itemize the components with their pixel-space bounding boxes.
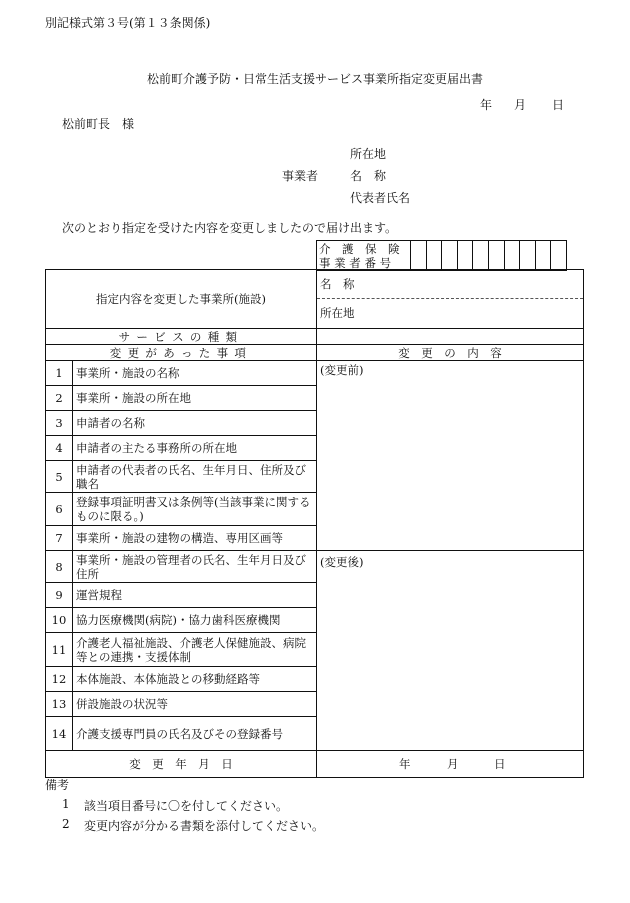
change-form-table <box>45 269 584 778</box>
office-number-digit-2[interactable] <box>426 241 442 271</box>
item-label: 事業所・施設の所在地 <box>73 386 317 411</box>
item-label: 併設施設の状況等 <box>73 692 317 717</box>
changed-items-header: 変更があった事項 <box>46 345 317 361</box>
item-label: 運営規程 <box>73 583 317 608</box>
item-number[interactable]: 12 <box>46 667 73 692</box>
change-content-header: 変 更 の 内 容 <box>317 345 584 361</box>
change-date-month: 月 <box>447 757 459 771</box>
applicant-name-label: 名 称 <box>350 169 387 183</box>
change-date-label: 変 更 年 月 日 <box>46 751 317 778</box>
item-label: 事業所・施設の名称 <box>73 361 317 386</box>
date-month-label: 月 <box>514 98 527 112</box>
note-number: 1 <box>62 797 70 811</box>
service-type-label: サービスの種類 <box>46 329 317 345</box>
item-number[interactable]: 1 <box>46 361 73 386</box>
applicant-group-label: 事業者 <box>282 169 319 183</box>
facility-name-field[interactable]: 名 称 <box>317 270 583 299</box>
note-number: 2 <box>62 817 70 831</box>
item-number[interactable]: 8 <box>46 551 73 583</box>
note-text: 該当項目番号に〇を付してください。 <box>84 799 289 813</box>
item-number[interactable]: 5 <box>46 461 73 493</box>
item-label: 事業所・施設の建物の構造、専用区画等 <box>73 526 317 551</box>
change-date-year: 年 <box>399 757 411 771</box>
office-number-digit-4[interactable] <box>457 241 473 271</box>
item-label: 協力医療機関(病院)・協力歯科医療機関 <box>73 608 317 633</box>
office-number-digit-6[interactable] <box>488 241 504 271</box>
facility-fields <box>317 270 584 329</box>
office-number-digit-5[interactable] <box>473 241 489 271</box>
office-number-digit-7[interactable] <box>504 241 520 271</box>
before-change-field[interactable] <box>317 361 584 551</box>
item-number[interactable]: 10 <box>46 608 73 633</box>
item-number[interactable]: 6 <box>46 493 73 526</box>
item-number[interactable]: 4 <box>46 436 73 461</box>
office-number-digit-8[interactable] <box>520 241 536 271</box>
item-number[interactable]: 2 <box>46 386 73 411</box>
office-number-digit-3[interactable] <box>442 241 458 271</box>
note-text: 変更内容が分かる書類を添付してください。 <box>84 819 325 833</box>
item-number[interactable]: 3 <box>46 411 73 436</box>
item-label: 登録事項証明書又は条例等(当該事業に関するものに限る。) <box>73 493 317 526</box>
form-number: 別記様式第３号(第１３条関係) <box>45 16 211 30</box>
date-day-label: 日 <box>552 98 565 112</box>
after-change-label: (変更後) <box>320 555 364 569</box>
before-change-label: (変更前) <box>320 363 364 377</box>
facility-label: 指定内容を変更した事業所(施設) <box>46 270 317 329</box>
office-number-digit-1[interactable] <box>411 241 427 271</box>
date-year-label: 年 <box>480 98 493 112</box>
form-title: 松前町介護予防・日常生活支援サービス事業所指定変更届出書 <box>146 72 483 86</box>
change-date-day: 日 <box>494 757 506 771</box>
office-number-label: 介 護 保 険 事 業 者 番 号 <box>317 241 411 271</box>
after-change-field[interactable] <box>317 551 584 751</box>
office-number-digit-10[interactable] <box>551 241 567 271</box>
applicant-rep-label: 代表者氏名 <box>350 191 411 205</box>
facility-address-field[interactable]: 所在地 <box>320 306 355 320</box>
item-number[interactable]: 13 <box>46 692 73 717</box>
item-label: 介護老人福祉施設、介護老人保健施設、病院等との連携・支援体制 <box>73 633 317 667</box>
item-label: 申請者の代表者の氏名、生年月日、住所及び職名 <box>73 461 317 493</box>
item-label: 本体施設、本体施設との移動経路等 <box>73 667 317 692</box>
item-number[interactable]: 7 <box>46 526 73 551</box>
item-label: 介護支援専門員の氏名及びその登録番号 <box>73 717 317 751</box>
office-number-table <box>316 240 567 271</box>
item-number[interactable]: 14 <box>46 717 73 751</box>
item-label: 事業所・施設の管理者の氏名、生年月日及び住所 <box>73 551 317 583</box>
item-label: 申請者の名称 <box>73 411 317 436</box>
notes-heading: 備考 <box>45 778 70 792</box>
addressee: 松前町長 様 <box>62 117 135 131</box>
service-type-field[interactable] <box>317 329 584 345</box>
change-date-field[interactable] <box>317 751 584 778</box>
applicant-address-label: 所在地 <box>350 147 387 161</box>
item-number[interactable]: 11 <box>46 633 73 667</box>
office-number-digit-9[interactable] <box>535 241 551 271</box>
item-label: 申請者の主たる事務所の所在地 <box>73 436 317 461</box>
item-number[interactable]: 9 <box>46 583 73 608</box>
intro-text: 次のとおり指定を受けた内容を変更しましたので届け出ます。 <box>62 221 398 235</box>
